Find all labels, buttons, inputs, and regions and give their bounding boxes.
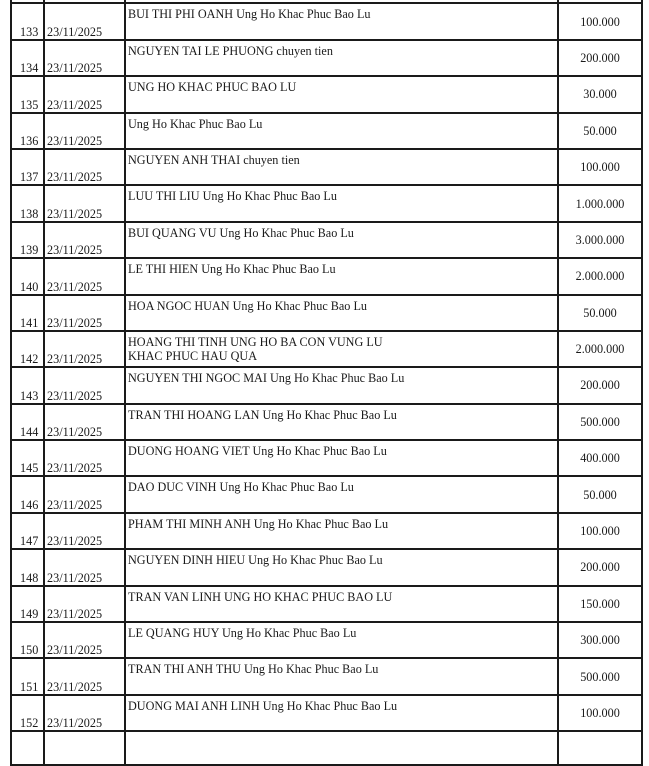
date-cell: 23/11/2025 (44, 40, 125, 76)
description-cell (125, 76, 558, 112)
description-line: LUU THI LIU Ung Ho Khac Phuc Bao Lu (128, 189, 337, 204)
amount-cell: 50.000 (558, 295, 642, 331)
amount-cell: 30.000 (558, 76, 642, 112)
description-line: Ung Ho Khac Phuc Bao Lu (128, 116, 263, 131)
amount-cell: 50.000 (558, 476, 642, 512)
date-cell: 23/11/2025 (44, 549, 125, 585)
date-cell: 23/11/2025 (44, 149, 125, 185)
table-row (11, 76, 642, 112)
description-line: DUONG HOANG VIET Ung Ho Khac Phuc Bao Lu (128, 444, 387, 459)
row-number-cell: 144 (11, 404, 44, 440)
description-line: DAO DUC VINH Ung Ho Khac Phuc Bao Lu (128, 480, 354, 495)
date-cell: 23/11/2025 (44, 367, 125, 403)
description-cell (125, 149, 558, 185)
table-row (11, 40, 642, 76)
description-line: KHAC PHUC HAU QUA (128, 348, 257, 363)
amount-cell: 100.000 (558, 3, 642, 39)
description-cell (125, 440, 558, 476)
date-cell: 23/11/2025 (44, 622, 125, 658)
row-number-cell: 133 (11, 3, 44, 39)
row-number-cell: 148 (11, 549, 44, 585)
row-number-cell: 134 (11, 40, 44, 76)
table-row (11, 658, 642, 694)
description-line: TRAN VAN LINH UNG HO KHAC PHUC BAO LU (128, 589, 393, 604)
row-number-cell: 150 (11, 622, 44, 658)
table-row (11, 331, 642, 367)
table-row (11, 440, 642, 476)
row-number-cell: 143 (11, 367, 44, 403)
amount-cell: 50.000 (558, 113, 642, 149)
date-cell: 23/11/2025 (44, 295, 125, 331)
table-row (11, 222, 642, 258)
description-line: BUI THI PHI OANH Ung Ho Khac Phuc Bao Lu (128, 7, 371, 22)
amount-cell: 100.000 (558, 513, 642, 549)
amount-cell: 200.000 (558, 549, 642, 585)
row-number-cell: 151 (11, 658, 44, 694)
description-cell (125, 185, 558, 221)
table-row (11, 258, 642, 294)
table-row (11, 622, 642, 658)
row-number-cell: 135 (11, 76, 44, 112)
date-cell: 23/11/2025 (44, 76, 125, 112)
description-cell (125, 586, 558, 622)
description-cell (125, 658, 558, 694)
amount-cell: 500.000 (558, 658, 642, 694)
description-cell (125, 404, 558, 440)
amount-cell: 200.000 (558, 40, 642, 76)
description-cell (125, 3, 558, 39)
row-number-cell: 142 (11, 331, 44, 367)
table-row (11, 3, 642, 39)
donation-table (10, 0, 643, 766)
description-line: NGUYEN DINH HIEU Ung Ho Khac Phuc Bao Lu (128, 553, 383, 568)
table-row (11, 695, 642, 731)
row-number-cell: 145 (11, 440, 44, 476)
row-number-cell: 149 (11, 586, 44, 622)
description-line: PHAM THI MINH ANH Ung Ho Khac Phuc Bao Lu (128, 516, 389, 531)
date-cell: 23/11/2025 (44, 113, 125, 149)
table-row (11, 513, 642, 549)
description-line: BUI QUANG VU Ung Ho Khac Phuc Bao Lu (128, 225, 354, 240)
date-cell: 23/11/2025 (44, 586, 125, 622)
description-line: HOA NGOC HUAN Ung Ho Khac Phuc Bao Lu (128, 298, 367, 313)
row-number-cell: 146 (11, 476, 44, 512)
date-cell: 23/11/2025 (44, 440, 125, 476)
row-number-cell: 136 (11, 113, 44, 149)
description-cell (125, 367, 558, 403)
description-cell (125, 258, 558, 294)
description-cell (125, 731, 558, 764)
row-number-cell: 137 (11, 149, 44, 185)
donation-table-body (11, 0, 642, 765)
amount-cell: 2.000.000 (558, 258, 642, 294)
description-cell (125, 40, 558, 76)
amount-cell: 300.000 (558, 622, 642, 658)
date-cell: 23/11/2025 (44, 476, 125, 512)
row-number-cell: 152 (11, 695, 44, 731)
description-cell (125, 331, 558, 367)
description-cell (125, 222, 558, 258)
date-cell: 23/11/2025 (44, 695, 125, 731)
row-number-cell: 140 (11, 258, 44, 294)
description-cell (125, 513, 558, 549)
table-row-partial-bottom (11, 731, 642, 764)
table-row (11, 476, 642, 512)
amount-cell: 2.000.000 (558, 331, 642, 367)
date-cell: 23/11/2025 (44, 258, 125, 294)
date-cell: 23/11/2025 (44, 658, 125, 694)
amount-cell: 400.000 (558, 440, 642, 476)
table-row (11, 185, 642, 221)
description-line: HOANG THI TINH UNG HO BA CON VUNG LU (128, 334, 383, 349)
description-line: NGUYEN TAI LE PHUONG chuyen tien (128, 43, 333, 58)
amount-cell: 200.000 (558, 367, 642, 403)
description-cell (125, 622, 558, 658)
amount-cell (558, 731, 642, 764)
table-row (11, 295, 642, 331)
description-line: NGUYEN ANH THAI chuyen tien (128, 152, 300, 167)
date-cell: 23/11/2025 (44, 331, 125, 367)
table-row (11, 367, 642, 403)
date-cell: 23/11/2025 (44, 3, 125, 39)
description-line: NGUYEN THI NGOC MAI Ung Ho Khac Phuc Bao Lu (128, 371, 405, 386)
description-cell (125, 549, 558, 585)
description-cell (125, 695, 558, 731)
date-cell: 23/11/2025 (44, 513, 125, 549)
row-number-cell (11, 731, 44, 764)
description-cell (125, 476, 558, 512)
description-line: LE QUANG HUY Ung Ho Khac Phuc Bao Lu (128, 626, 357, 641)
table-row (11, 149, 642, 185)
amount-cell: 3.000.000 (558, 222, 642, 258)
row-number-cell: 147 (11, 513, 44, 549)
table-row (11, 586, 642, 622)
table-row (11, 404, 642, 440)
description-cell (125, 295, 558, 331)
date-cell: 23/11/2025 (44, 404, 125, 440)
amount-cell: 150.000 (558, 586, 642, 622)
description-line: TRAN THI ANH THU Ung Ho Khac Phuc Bao Lu (128, 662, 379, 677)
table-row (11, 549, 642, 585)
row-number-cell: 138 (11, 185, 44, 221)
amount-cell: 1.000.000 (558, 185, 642, 221)
description-line: DUONG MAI ANH LINH Ung Ho Khac Phuc Bao Lu (128, 698, 398, 713)
amount-cell: 100.000 (558, 695, 642, 731)
row-number-cell: 141 (11, 295, 44, 331)
table-row (11, 113, 642, 149)
row-number-cell: 139 (11, 222, 44, 258)
date-cell (44, 731, 125, 764)
date-cell: 23/11/2025 (44, 185, 125, 221)
date-cell: 23/11/2025 (44, 222, 125, 258)
description-line: UNG HO KHAC PHUC BAO LU (128, 80, 297, 95)
description-line: LE THI HIEN Ung Ho Khac Phuc Bao Lu (128, 262, 336, 277)
amount-cell: 100.000 (558, 149, 642, 185)
description-line: TRAN THI HOANG LAN Ung Ho Khac Phuc Bao Lu (128, 407, 397, 422)
description-cell (125, 113, 558, 149)
amount-cell: 500.000 (558, 404, 642, 440)
